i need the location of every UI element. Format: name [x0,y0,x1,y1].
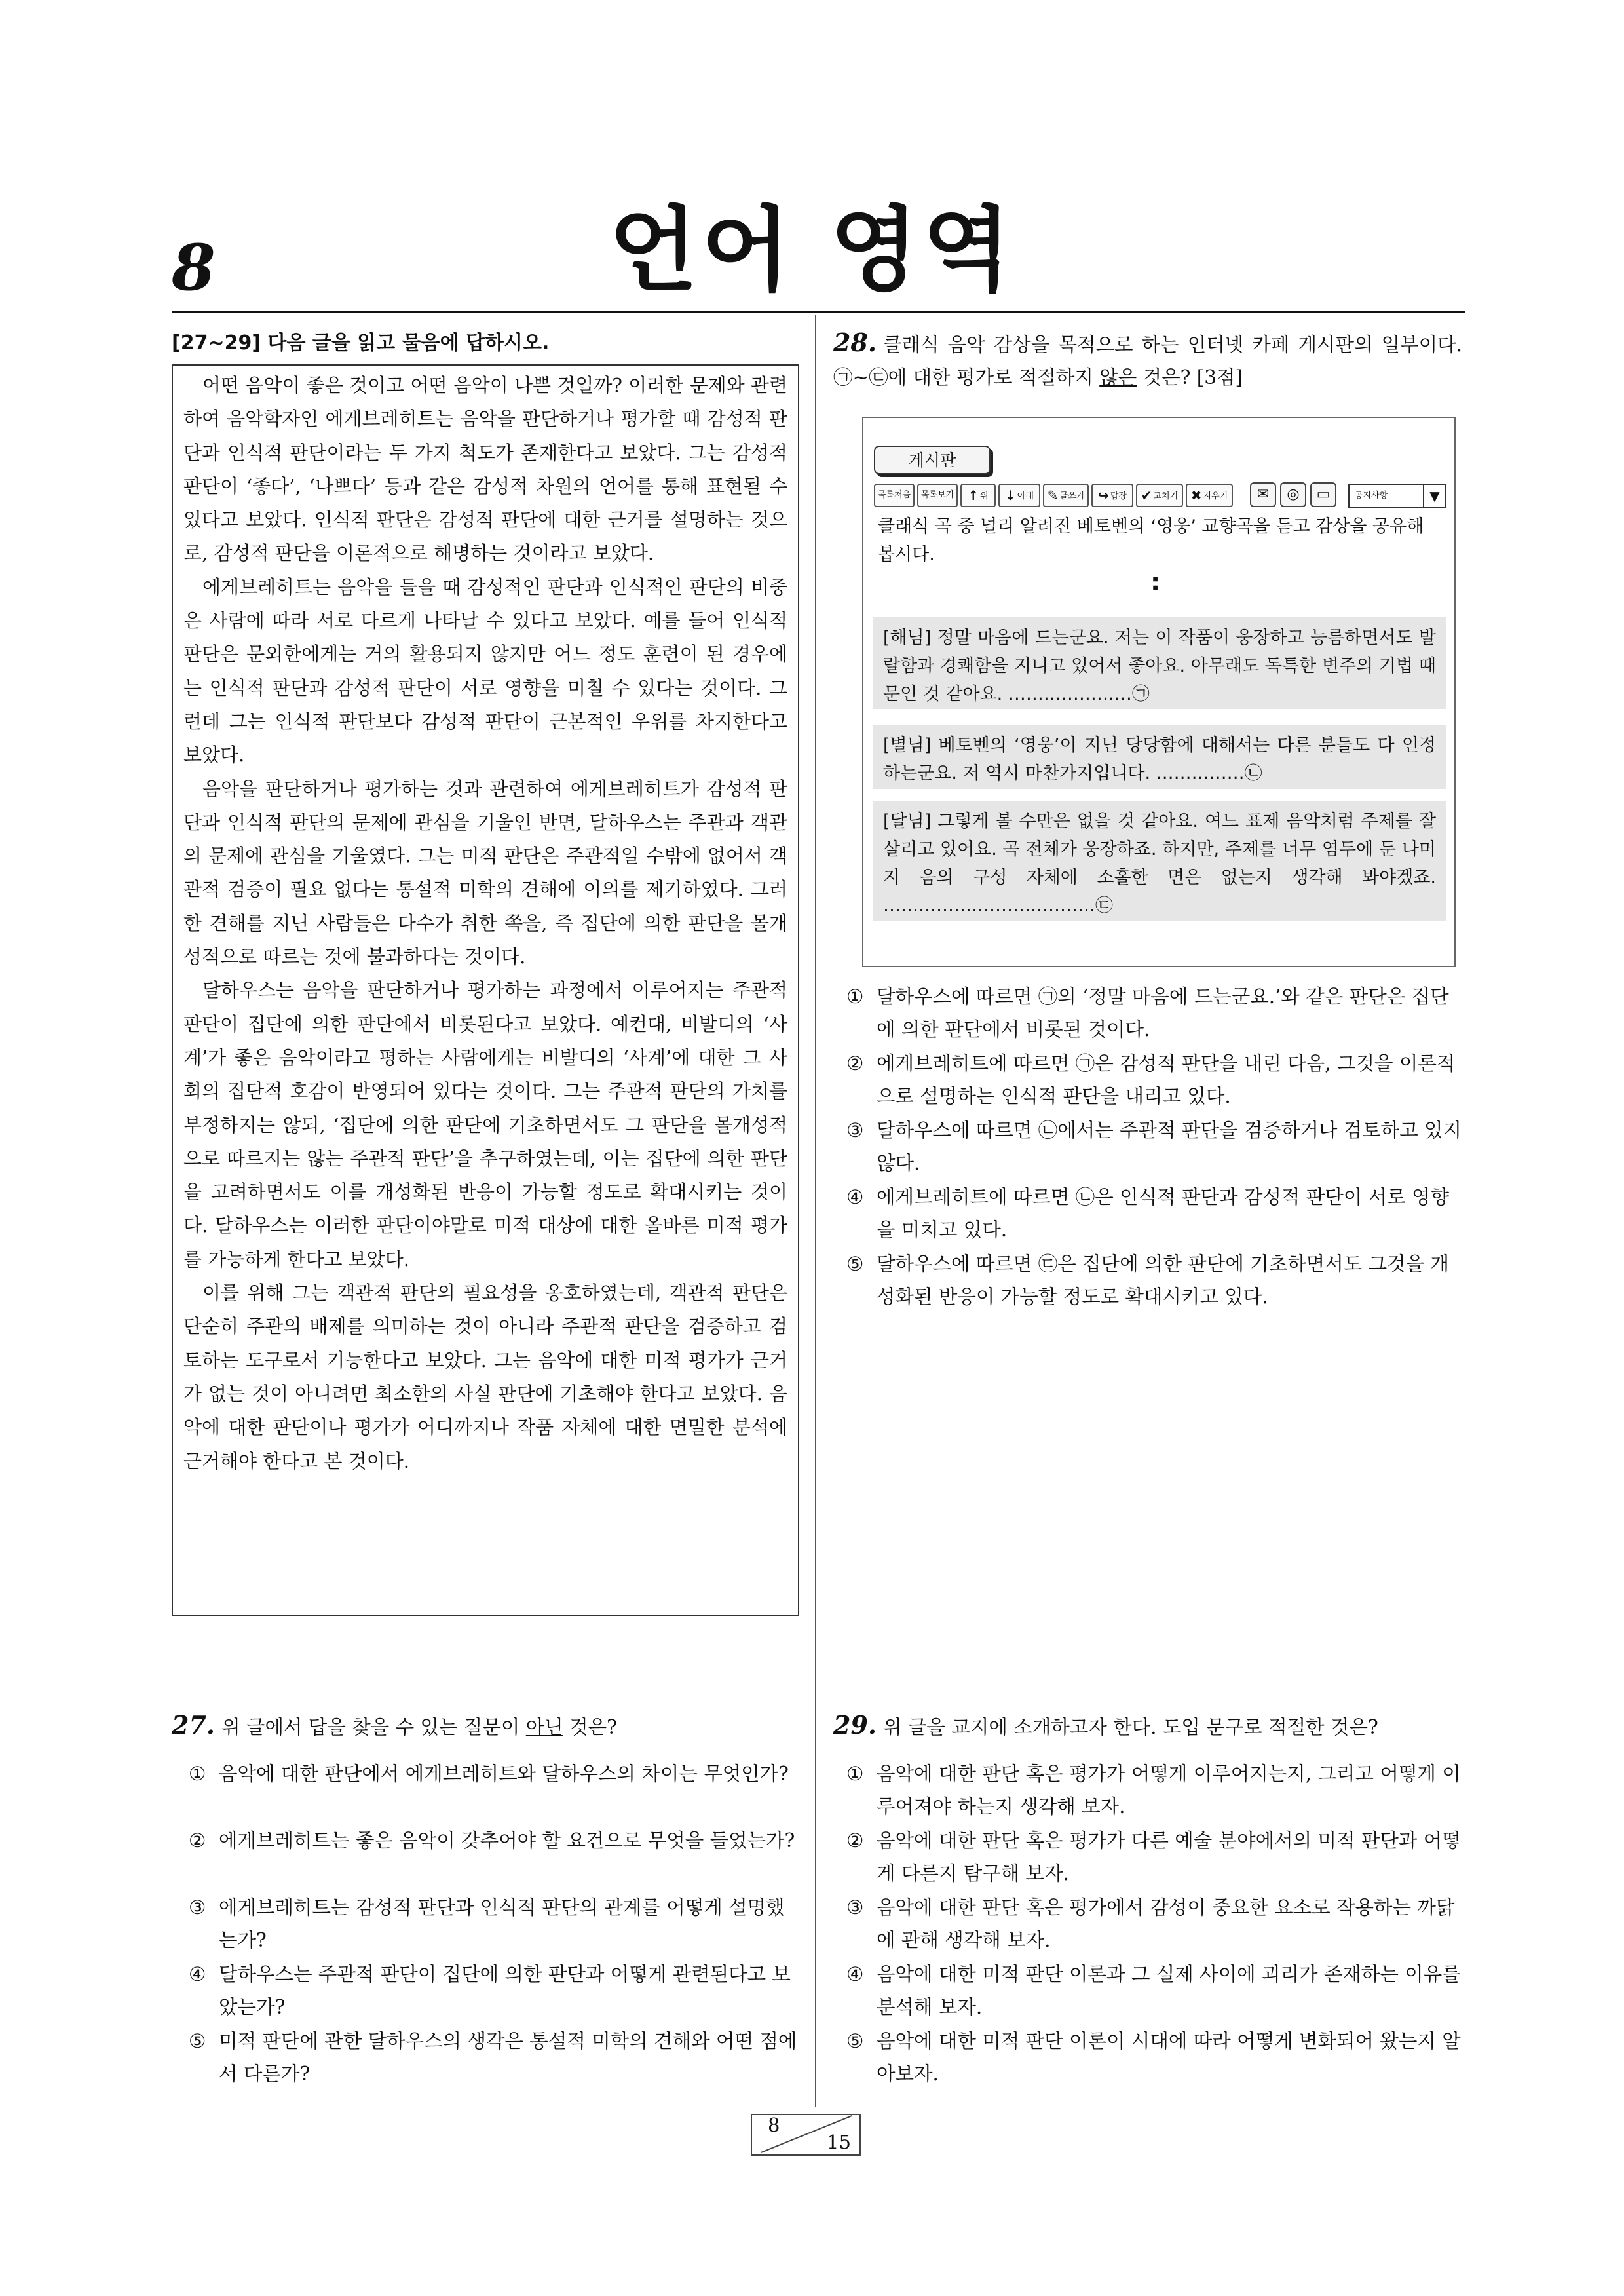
question-27-stem [172,1709,801,1744]
question-29-stem [833,1709,1462,1744]
memo-icon[interactable]: ▭ [1310,482,1336,507]
toolbar-button-down[interactable] [998,484,1040,507]
q28-option-3[interactable] [846,1114,1462,1179]
toolbar-label: 목록보기 [920,490,954,500]
toolbar-label: 고치기 [1153,491,1179,501]
board-tab[interactable]: 게시판 [874,446,991,474]
passage-paragraph: 음악을 판단하거나 평가하는 것과 관련하여 에게브레히트가 감성적 판단과 인식적 판단의 문제에 관심을 기울인 반면, 달하우스는 주관과 객관의 문제에 관심을 기울였다. 그는 미적 판단은 주관적일 수밖에 없어서 객관적 검증이 필요 없다는 통설적 미학의 견해에 이의를 제기하였다. 그러한 견해를 지닌 사람들은 다수가 취한 쪽을, 즉 집단에 의한 판단을 몰개성적으로 따르는 것에 불과하다는 것이다. [183,777,787,968]
option-mark: ③ [846,1119,864,1141]
comment-mark: ㉢ [1095,896,1113,916]
option-text: 음악에 대한 판단 혹은 평가가 다른 예술 분야에서의 미적 판단과 어떻게 다른지 탐구해 보자. [877,1829,1461,1885]
column-divider [815,315,816,2107]
passage-paragraph: 에게브레히트는 음악을 들을 때 감성적인 판단과 인식적인 판단의 비중은 사람에 따라 서로 다르게 나타날 수 있다고 보았다. 예를 들어 인식적 판단은 문외한에게는 거의 활용되지 않지만 어느 정도 훈련이 된 경우에는 인식적 판단과 감성적 판단이 서로 영향을 미칠 수 있다는 것이다. 그런데 그는 인식적 판단보다 감성적 판단이 근본적인 우위를 차지한다고 보았다. [183,575,787,767]
passage-paragraph: 달하우스는 음악을 판단하거나 평가하는 과정에서 이루어지는 주관적 판단이 집단에 의한 판단에서 비롯된다고 보았다. 예컨대, 비발디의 ‘사계’가 좋은 음악이라고 평하는 사람에게는 비발디의 ‘사계’에 대한 그 사회의 집단적 호감이 반영되어 있다는 것이다. 그는 주관적 판단의 가치를 부정하지는 않되, ‘집단에 의한 판단에 기초하면서도 그 판단을 몰개성적으로 따르지는 않는 주관적 판단’을 추구하였는데, 이는 집단에 의한 판단을 고려하면서도 이를 개성화된 반응이 가능할 정도로 확대시키는 것이다. 달하우스는 이러한 판단이야말로 미적 대상에 대한 올바른 미적 평가를 가능하게 한다고 보았다. [183,979,787,1271]
option-mark: ③ [846,1896,864,1919]
footer-total-pages: 15 [827,2131,851,2153]
comment-mark: ㉡ [1244,763,1262,784]
option-text: 달하우스에 따르면 ㉡에서는 주관적 판단을 검증하거나 검토하고 있지 않다. [877,1119,1462,1174]
q28-option-1[interactable] [846,980,1462,1046]
option-text: 음악에 대한 판단 혹은 평가에서 감성이 중요한 요소로 작용하는 까닭에 관해 생각해 보자. [877,1896,1455,1951]
option-text: 에게브레히트는 감성적 판단과 인식적 판단의 관계를 어떻게 설명했는가? [219,1896,785,1951]
question-29-number: 29. [833,1710,877,1740]
q28-option-2[interactable] [846,1047,1462,1113]
toolbar-button-delete[interactable] [1186,484,1233,507]
arrow-down-icon: ↓ [1005,488,1016,503]
notice-dropdown-value: 공지사항 [1355,491,1388,501]
question-28-underlined: 않은 [1099,366,1137,389]
option-mark: ④ [846,1963,864,1985]
question-29-text: 위 글을 교지에 소개하고자 한다. 도입 문구로 적절한 것은? [883,1716,1378,1738]
mail-icon[interactable]: ✉ [1250,482,1276,507]
q27-option-2[interactable] [189,1824,799,1857]
option-text: 미적 판단에 관한 달하우스의 생각은 통설적 미학의 견해와 어떤 점에서 다른가? [219,2030,797,2085]
passage-paragraph: 이를 위해 그는 객관적 판단의 필요성을 옹호하였는데, 객관적 판단은 단순히 주관의 배제를 의미하는 것이 아니라 주관적 판단을 검증하고 검토하는 도구로서 기능한다고 보았다. 그는 음악에 대한 미적 평가가 근거가 없는 것이 아니려면 최소한의 사실 판단에 기초해야 한다고 보았다. 음악에 대한 판단이나 평가가 어디까지나 작품 자체에 대한 면밀한 분석에 근거해야 한다고 본 것이다. [183,1282,787,1472]
option-text: 에게브레히트는 좋은 음악이 갖추어야 할 요건으로 무엇을 들었는가? [219,1829,795,1852]
q29-option-1[interactable] [846,1757,1462,1823]
question-27-text-end: 것은? [563,1716,617,1738]
q28-option-4[interactable] [846,1181,1462,1246]
footer-current-page: 8 [768,2114,780,2136]
option-text: 음악에 대한 미적 판단 이론과 그 실제 사이에 괴리가 존재하는 이유를 분석해 보자. [877,1963,1461,2018]
toolbar-button-list-first[interactable] [874,484,915,507]
toolbar-button-edit[interactable] [1136,484,1183,507]
option-text: 에게브레히트에 따르면 ㉠은 감성적 판단을 내린 다음, 그것을 이론적으로 설명하는 인식적 판단을 내리고 있다. [877,1052,1456,1107]
q29-option-5[interactable] [846,2025,1462,2090]
question-28-text: 클래식 음악 감상을 목적으로 하는 인터넷 카페 게시판의 일부이다. ㉠∼㉢에 대한 평가로 적절하지 [833,334,1462,389]
option-text: 음악에 대한 미적 판단 이론이 시대에 따라 어떻게 변화되어 왔는지 알아보자. [877,2030,1461,2085]
q29-option-2[interactable] [846,1824,1462,1890]
q27-option-5[interactable] [189,2025,799,2090]
comment-text: [해님] 정말 마음에 드는군요. 저는 이 작품이 웅장하고 능름하면서도 발랄함과 경쾌함을 지니고 있어서 좋아요. 아무래도 독특한 변주의 기법 때문인 것 같아요. ………………… [883,628,1436,704]
page-number: 8 [172,231,216,305]
option-mark: ① [189,1763,206,1785]
q27-option-1[interactable] [189,1757,799,1790]
option-text: 달하우스에 따르면 ㉢은 집단에 의한 판단에 기초하면서도 그것을 개성화된 반응이 가능할 정도로 확대시키고 있다. [877,1253,1449,1308]
option-mark: ④ [189,1963,206,1985]
q29-option-3[interactable] [846,1891,1462,1957]
option-mark: ⑤ [846,1253,864,1275]
comment-text: [별님] 베토벤의 ‘영웅’이 지닌 당당함에 대해서는 다른 분들도 다 인정하는군요. 저 역시 마찬가지입니다. …………… [883,735,1436,784]
subject-title: 언어 영역 [609,197,1015,304]
comment-text: [달님] 그렇게 볼 수만은 없을 것 같아요. 여느 표제 음악처럼 주제를 잘 살리고 있어요. 곡 전체가 웅장하죠. 하지만, 주제를 너무 염두에 둔 나머지 음의 구성 자체에 소홀한 면은 없는지 생각해 봐야겠죠. ……………………………… [883,811,1436,916]
toolbar-label: 아래 [1017,491,1034,501]
toolbar-label: 글쓰기 [1059,491,1085,501]
passage-text [183,369,787,1478]
header-rule [172,311,1465,313]
option-mark: ② [846,1052,864,1075]
toolbar-label: 지우기 [1203,491,1228,501]
question-28-stem [833,326,1462,394]
toolbar-label: 목록처음 [877,490,911,500]
pencil-icon: ✎ [1047,488,1059,503]
toolbar-label: 답장 [1110,491,1127,501]
comment-3 [873,801,1446,921]
x-mark-icon: ✖ [1190,488,1202,503]
q27-option-3[interactable] [189,1891,799,1957]
option-mark: ② [189,1829,206,1852]
q27-option-4[interactable] [189,1958,799,2023]
toolbar-button-write[interactable] [1043,484,1089,507]
option-mark: ⑤ [189,2030,206,2052]
option-text: 달하우스에 따르면 ㉠의 ‘정말 마음에 드는군요.’와 같은 판단은 집단에 의한 판단에서 비롯된 것이다. [877,985,1449,1041]
option-text: 음악에 대한 판단에서 에게브레히트와 달하우스의 차이는 무엇인가? [219,1763,789,1785]
question-27-text: 위 글에서 답을 찾을 수 있는 질문이 [221,1716,526,1738]
question-28-text-end: 것은? [3점] [1137,366,1243,389]
checkmark-icon: ✔ [1141,488,1152,503]
question-27-underlined: 아닌 [525,1716,563,1738]
notice-dropdown[interactable] [1348,484,1446,508]
chevron-down-icon: ▼ [1423,485,1445,507]
question-28-number: 28. [833,328,877,357]
comment-mark: ㉠ [1131,684,1150,704]
q28-option-5[interactable] [846,1248,1462,1313]
q29-option-4[interactable] [846,1958,1462,2023]
option-mark: ⑤ [846,2030,864,2052]
option-mark: ④ [846,1186,864,1208]
group-instruction: [27∼29] 다음 글을 읽고 물음에 답하시오. [172,332,550,354]
comment-1 [873,617,1446,709]
question-27-number: 27. [172,1710,216,1740]
option-mark: ② [846,1829,864,1852]
option-mark: ③ [189,1896,206,1919]
passage-paragraph: 어떤 음악이 좋은 것이고 어떤 음악이 나쁜 것일까? 이러한 문제와 관련하여 음악학자인 에게브레히트는 음악을 판단하거나 평가할 때 감성적 판단과 인식적 판단이라는 두 가지 척도가 존재한다고 보았다. 그는 감성적 판단이 ‘좋다’, ‘나쁘다’ 등과 같은 감성적 차원의 언어를 통해 표현될 수 있다고 보았다. 인식적 판단은 감성적 판단에 대한 근거를 설명하는 것으로, 감성적 판단을 이론적으로 해명하는 것이라고 보았다. [183,374,787,565]
toolbar-button-up[interactable] [960,484,996,507]
reply-arrow-icon: ↪ [1098,488,1109,503]
option-mark: ① [846,985,864,1008]
toolbar-button-list-view[interactable] [917,484,958,507]
board-ellipsis: : [1150,567,1161,596]
option-text: 에게브레히트에 따르면 ㉡은 인식적 판단과 감성적 판단이 서로 영향을 미치고 있다. [877,1186,1449,1241]
board-post: 클래식 곡 중 널리 알려진 베토벤의 ‘영웅’ 교향곡을 듣고 감상을 공유해 봅시다. [878,516,1424,565]
toolbar-label: 위 [980,491,989,501]
option-text: 달하우스는 주관적 판단이 집단에 의한 판단과 어떻게 관련된다고 보았는가? [219,1963,791,2018]
chat-bubble-icon[interactable]: ◎ [1280,482,1306,507]
option-mark: ① [846,1763,864,1785]
comment-2 [873,725,1446,789]
option-text: 음악에 대한 판단 혹은 평가가 어떻게 이루어지는지, 그리고 어떻게 이루어져야 하는지 생각해 보자. [877,1763,1461,1818]
arrow-up-icon: ↑ [968,488,979,503]
toolbar-button-reply[interactable] [1091,484,1133,507]
